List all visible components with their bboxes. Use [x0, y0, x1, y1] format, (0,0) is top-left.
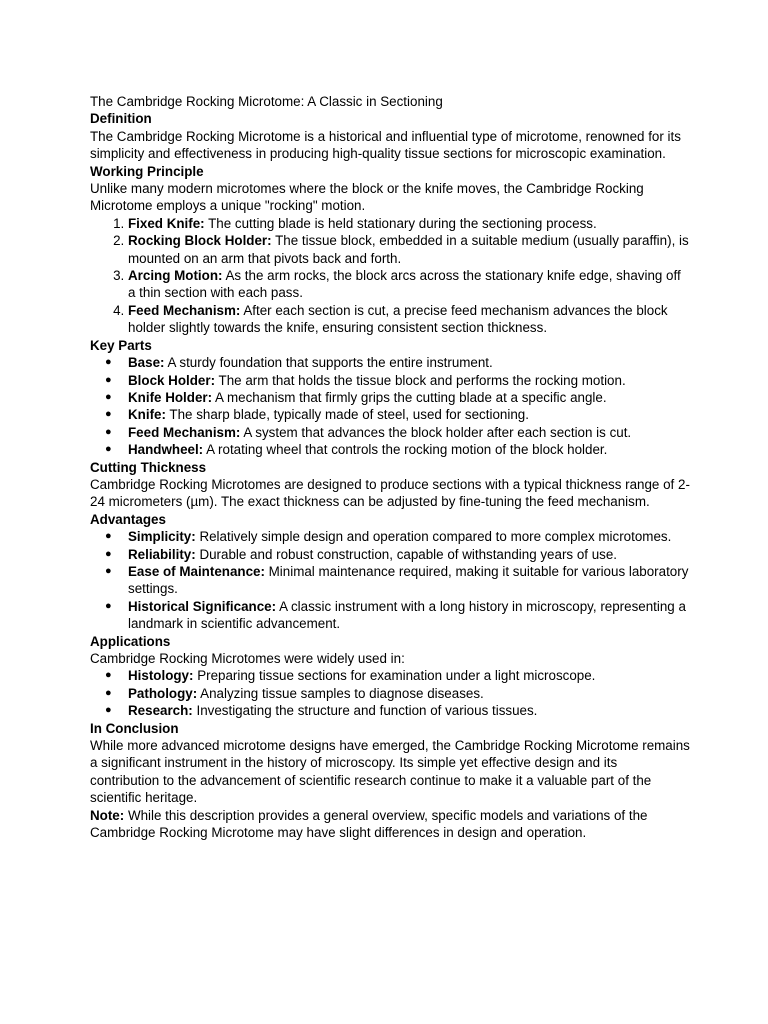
list-item-term: Rocking Block Holder:	[128, 233, 272, 249]
list-item-text: A mechanism that firmly grips the cutting blade at a specific angle.	[212, 389, 607, 405]
list-item-text: Analyzing tissue samples to diagnose diseases.	[197, 685, 484, 701]
list-item-term: Pathology:	[128, 685, 198, 701]
list-item-text: As the arm rocks, the block arcs across the stationary knife edge, shaving off a thin section with each pass.	[128, 268, 681, 301]
list-item-text: Relatively simple design and operation compared to more complex microtomes.	[195, 529, 672, 545]
note-paragraph	[90, 807, 690, 842]
list-item-term: Ease of Maintenance:	[128, 563, 265, 579]
list-item	[128, 406, 690, 423]
list-item	[128, 372, 690, 389]
list-item-text: A classic instrument with a long history in microscopy, representing a landmark in scientific advancement.	[128, 598, 686, 632]
list-item	[128, 389, 690, 406]
list-item-term: Simplicity:	[128, 529, 196, 545]
list-item-text: Investigating the structure and function of various tissues.	[192, 703, 538, 719]
list-item	[128, 232, 690, 267]
document-page	[90, 93, 690, 841]
list-item-term: Base:	[128, 355, 165, 371]
list-item	[128, 424, 690, 441]
applications-list	[90, 667, 690, 719]
list-item	[128, 702, 690, 719]
cutting-thickness-text: Cambridge Rocking Microtomes are designed to produce sections with a typical thickness range of 2-24 micrometers (µm). The exact thickness can be adjusted by fine-tuning the feed mechanism.	[90, 476, 690, 510]
list-item-term: Histology:	[128, 668, 194, 684]
key-parts-heading: Key Parts	[90, 337, 152, 353]
document-title: The Cambridge Rocking Microtome: A Classic in Sectioning	[90, 94, 443, 109]
list-item-text: Durable and robust construction, capable of withstanding years of use.	[195, 546, 618, 562]
list-item	[128, 598, 690, 633]
list-item	[128, 215, 690, 232]
list-item	[128, 302, 690, 337]
advantages-heading: Advantages	[90, 511, 166, 527]
list-item-term: Feed Mechanism:	[128, 424, 241, 440]
list-item-term: Fixed Knife:	[128, 215, 205, 231]
cutting-thickness-heading: Cutting Thickness	[90, 459, 207, 475]
applications-heading: Applications	[90, 633, 171, 649]
list-item-text: A rotating wheel that controls the rocking motion of the block holder.	[203, 442, 608, 458]
list-item-term: Arcing Motion:	[128, 268, 223, 284]
list-item-term: Block Holder:	[128, 372, 216, 388]
definition-text: The Cambridge Rocking Microtome is a historical and influential type of microtome, renowned for its simplicity and effectiveness in producing high-quality tissue sections for microscopic examination.	[90, 128, 681, 162]
list-item	[128, 441, 690, 458]
list-item-term: Handwheel:	[128, 442, 204, 458]
key-parts-list	[90, 354, 690, 458]
list-item-text: A sturdy foundation that supports the entire instrument.	[164, 355, 493, 371]
conclusion-heading: In Conclusion	[90, 720, 179, 736]
list-item-text: The arm that holds the tissue block and performs the rocking motion.	[215, 372, 626, 388]
list-item-text: After each section is cut, a precise feed mechanism advances the block holder slightly towards the knife, ensuring consistent section thickness.	[128, 302, 668, 336]
list-item-term: Feed Mechanism:	[128, 302, 241, 318]
advantages-list	[90, 528, 690, 632]
working-principle-intro: Unlike many modern microtomes where the block or the knife moves, the Cambridge Rocking Microtome employs a unique "rocking" motion.	[90, 181, 644, 214]
list-item	[128, 546, 690, 563]
list-item-term: Research:	[128, 703, 193, 719]
list-item	[128, 354, 690, 371]
definition-heading: Definition	[90, 111, 152, 127]
list-item-term: Knife:	[128, 407, 166, 423]
applications-intro: Cambridge Rocking Microtomes were widely used in:	[90, 651, 405, 666]
list-item-term: Historical Significance:	[128, 598, 277, 614]
note-text: While this description provides a general overview, specific models and variations of the Cambridge Rocking Microtome may have slight differences in design and operation.	[90, 807, 648, 841]
list-item-text: The cutting blade is held stationary during the sectioning process.	[204, 215, 597, 231]
list-item-term: Knife Holder:	[128, 389, 213, 405]
list-item-text: Preparing tissue sections for examination under a light microscope.	[193, 668, 596, 684]
note-term: Note:	[90, 807, 125, 823]
list-item	[128, 667, 690, 684]
list-item-text: The tissue block, embedded in a suitable medium (usually paraffin), is mounted on an arm that pivots back and forth.	[128, 233, 689, 266]
list-item-term: Reliability:	[128, 546, 196, 562]
list-item-text: The sharp blade, typically made of steel, used for sectioning.	[165, 407, 529, 423]
list-item	[128, 685, 690, 702]
list-item-text: A system that advances the block holder after each section is cut.	[240, 424, 632, 440]
list-item	[128, 563, 690, 598]
list-item-text: Minimal maintenance required, making it suitable for various laboratory settings.	[128, 563, 689, 597]
conclusion-text: While more advanced microtome designs have emerged, the Cambridge Rocking Microtome remains a significant instrument in the history of microscopy. Its simple yet effective design and its contribution to the advancement of scientific research continue to make it a valuable part of the scientific heritage.	[90, 738, 690, 806]
working-principle-list	[90, 215, 690, 337]
list-item	[128, 267, 690, 302]
list-item	[128, 528, 690, 545]
working-principle-heading: Working Principle	[90, 163, 204, 179]
